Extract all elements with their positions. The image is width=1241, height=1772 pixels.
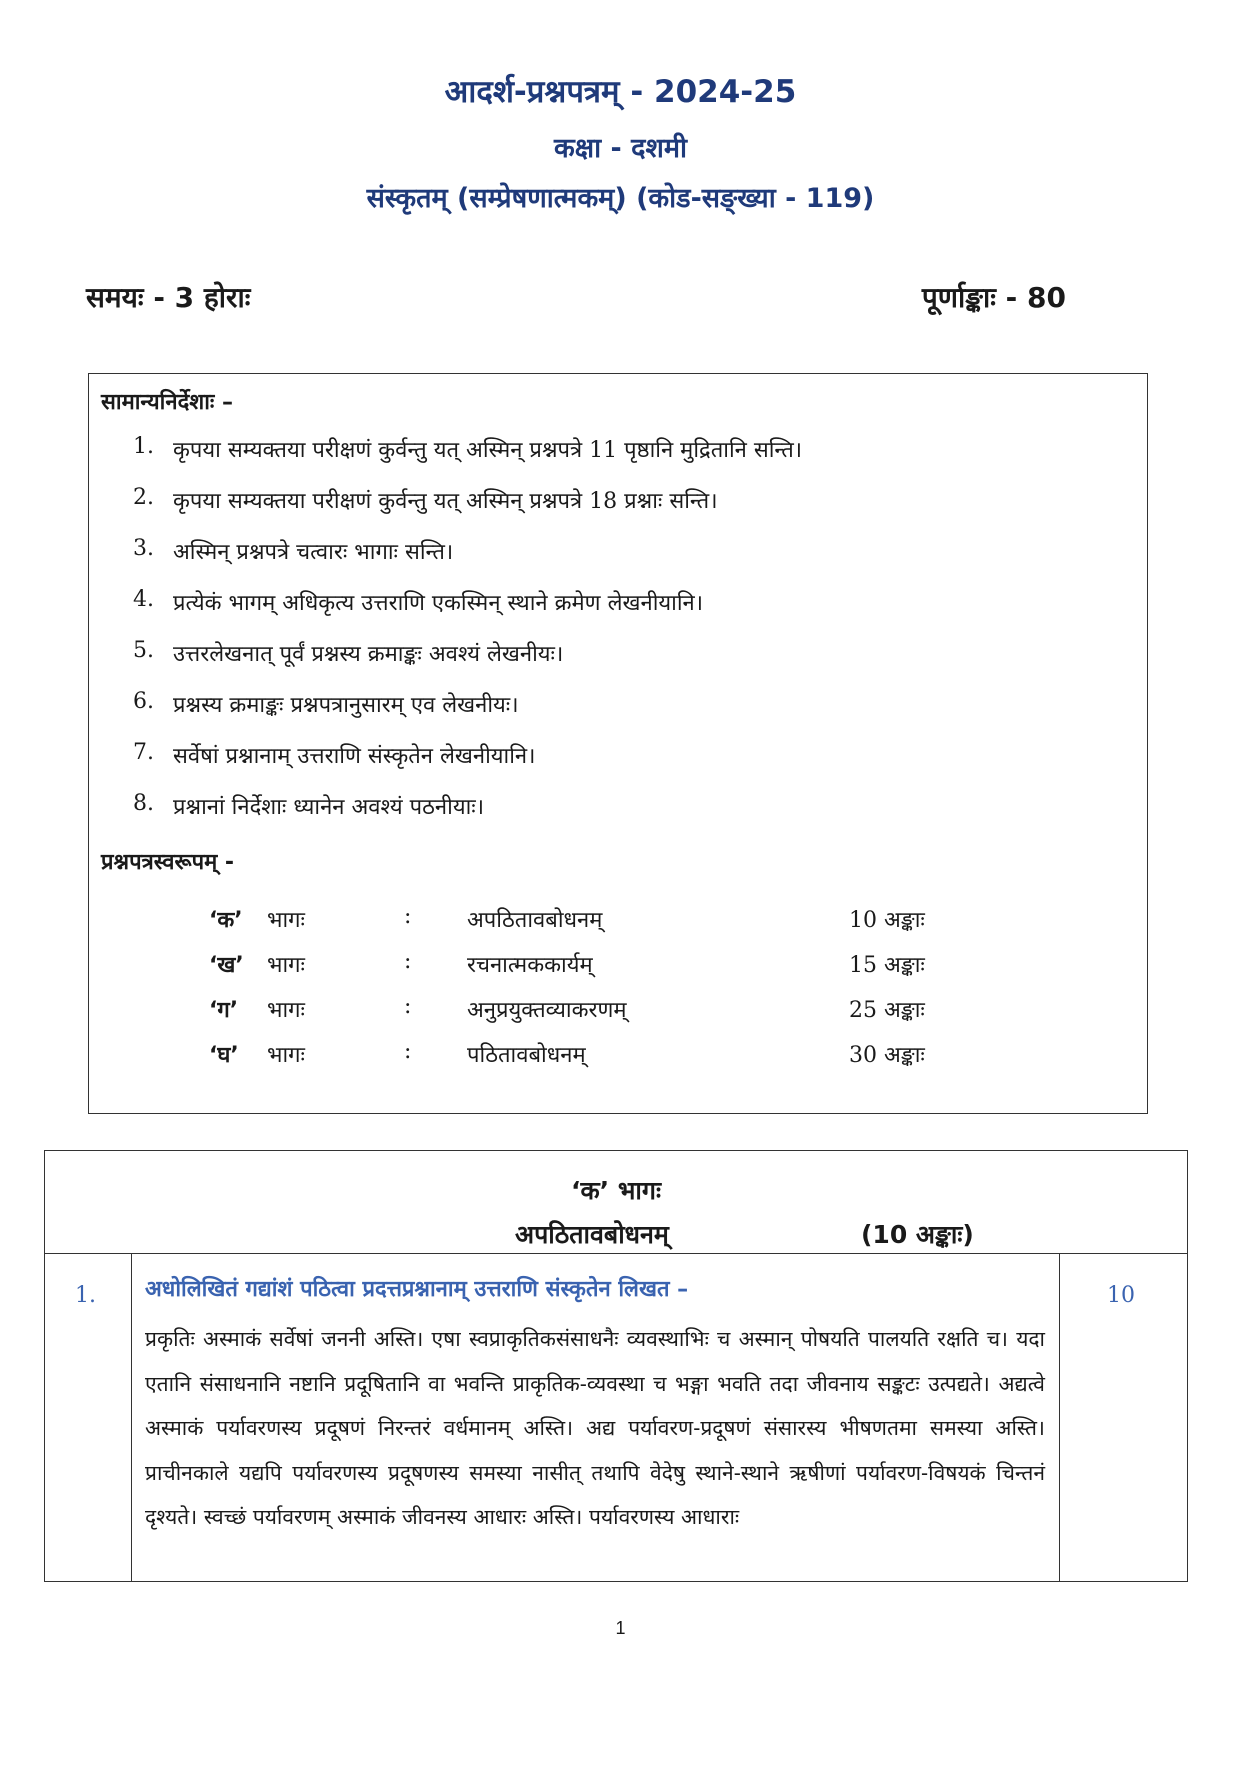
question-number: 1. xyxy=(75,1283,96,1308)
section-marks: (10 अङ्काः) xyxy=(861,1220,974,1249)
part-name: अनुप्रयुक्तव्याकरणम् xyxy=(467,998,627,1023)
instruction-number: 1. xyxy=(133,434,154,459)
part-colon: : xyxy=(404,904,412,929)
paper-title: आदर्श-प्रश्नपत्रम् - 2024-25 xyxy=(444,74,797,110)
instruction-text: कृपया सम्यक्तया परीक्षणं कुर्वन्तु यत् अस्मिन् प्रश्नपत्रे 18 प्रश्नाः सन्ति। xyxy=(173,489,718,514)
part-name: पठितावबोधनम् xyxy=(467,1043,586,1068)
part-letter: ‘ग’ xyxy=(209,998,239,1023)
part-colon: : xyxy=(404,949,412,974)
instructions-list xyxy=(133,434,802,842)
part-colon: : xyxy=(404,994,412,1019)
part-label: भागः xyxy=(267,908,305,933)
question-body xyxy=(145,1273,1045,1540)
instruction-text: प्रश्नानां निर्देशाः ध्यानेन अवश्यं पठनीयाः। xyxy=(173,795,485,820)
section-title: ‘क’ भागः xyxy=(570,1176,662,1205)
instruction-text: प्रश्नस्य क्रमाङ्कः प्रश्नपत्रानुसारम् एव लेखनीयः। xyxy=(173,693,519,718)
part-letter: ‘ख’ xyxy=(209,953,244,978)
part-label: भागः xyxy=(267,1043,305,1068)
instruction-number: 2. xyxy=(133,485,154,510)
instruction-text: सर्वेषां प्रश्नानाम् उत्तराणि संस्कृतेन लेखनीयानि। xyxy=(173,744,536,769)
instruction-item xyxy=(133,689,802,740)
section-header xyxy=(45,1151,1187,1254)
instruction-number: 6. xyxy=(133,689,154,714)
structure-row xyxy=(209,1039,1009,1084)
part-marks: 10 अङ्काः xyxy=(849,908,925,933)
instruction-text: कृपया सम्यक्तया परीक्षणं कुर्वन्तु यत् अस्मिन् प्रश्नपत्रे 11 पृष्ठानि मुद्रितानि सन्ति। xyxy=(173,438,803,463)
instruction-item xyxy=(133,587,802,638)
instruction-number: 5. xyxy=(133,638,154,663)
part-name: अपठितावबोधनम् xyxy=(467,908,603,933)
instruction-item xyxy=(133,638,802,689)
column-divider xyxy=(131,1254,132,1581)
part-label: भागः xyxy=(267,953,305,978)
paper-structure-table xyxy=(209,904,1009,1084)
instruction-text: अस्मिन् प्रश्नपत्रे चत्वारः भागाः सन्ति। xyxy=(173,540,454,565)
instruction-text: प्रत्येकं भागम् अधिकृत्य उत्तराणि एकस्मिन् स्थाने क्रमेण लेखनीयानि। xyxy=(173,591,704,616)
structure-row xyxy=(209,949,1009,994)
part-letter: ‘घ’ xyxy=(209,1043,239,1068)
reading-passage: प्रकृतिः अस्माकं सर्वेषां जननी अस्ति। एषा स्वप्राकृतिकसंसाधनैः व्यवस्थाभिः च अस्मान् पोषयति पालयति रक्षति च। यदा एतानि संसाधनानि नष्टानि प्रदूषितानि वा भवन्ति प्राकृतिक-व्यवस्था च भङ्गा भवति तदा जीवनाय सङ्कटः उत्पद्यते। अद्यत्वे अस्माकं पर्यावरणस्य प्रदूषणं निरन्तरं वर्धमानम् अस्ति। अद्य पर्यावरण-प्रदूषणं संसारस्य भीषणतमा समस्या अस्ति। प्राचीनकाले यद्यपि पर्यावरणस्य प्रदूषणस्य समस्या नासीत् तथापि वेदेषु स्थाने-स्थाने ऋषीणां पर्यावरण-विषयकं चिन्तनं दृश्यते। स्वच्छं पर्यावरणम् अस्माकं जीवनस्य आधारः अस्ति। पर्यावरणस्य आधाराः xyxy=(145,1327,1045,1529)
section-ka-table xyxy=(44,1150,1188,1582)
general-instructions-box xyxy=(88,373,1148,1114)
instruction-number: 3. xyxy=(133,536,154,561)
page-number: 1 xyxy=(615,1618,626,1638)
part-marks: 25 अङ्काः xyxy=(849,998,925,1023)
class-line: कक्षा - दशमी xyxy=(554,133,687,164)
structure-row xyxy=(209,994,1009,1039)
question-marks: 10 xyxy=(1107,1283,1135,1308)
instruction-item xyxy=(133,536,802,587)
instruction-text: उत्तरलेखनात् पूर्वं प्रश्नस्य क्रमाङ्कः अवश्यं लेखनीयः। xyxy=(173,642,564,667)
part-marks: 30 अङ्काः xyxy=(849,1043,925,1068)
column-divider xyxy=(1059,1254,1060,1581)
instruction-item xyxy=(133,485,802,536)
instruction-number: 7. xyxy=(133,740,154,765)
subject-line: संस्कृतम् (सम्प्रेषणात्मकम्) (कोड-सङ्ख्या - 119) xyxy=(366,183,875,214)
maximum-marks: पूर्णाङ्काः - 80 xyxy=(921,281,1066,314)
instruction-item xyxy=(133,434,802,485)
paper-structure-heading: प्रश्नपत्रस्वरूपम् - xyxy=(101,850,235,875)
part-marks: 15 अङ्काः xyxy=(849,953,925,978)
section-subtitle: अपठितावबोधनम् xyxy=(515,1220,669,1249)
instruction-item xyxy=(133,791,802,842)
instruction-item xyxy=(133,740,802,791)
time-allowed: समयः - 3 होराः xyxy=(86,281,251,314)
part-label: भागः xyxy=(267,998,305,1023)
part-colon: : xyxy=(404,1039,412,1064)
part-name: रचनात्मककार्यम् xyxy=(467,953,593,978)
structure-row xyxy=(209,904,1009,949)
instruction-number: 4. xyxy=(133,587,154,612)
instructions-heading: सामान्यनिर्देशाः – xyxy=(101,390,234,415)
instruction-number: 8. xyxy=(133,791,154,816)
question-instruction: अधोलिखितं गद्यांशं पठित्वा प्रदत्तप्रश्नानाम् उत्तराणि संस्कृतेन लिखत – xyxy=(145,1277,689,1302)
part-letter: ‘क’ xyxy=(209,908,243,933)
